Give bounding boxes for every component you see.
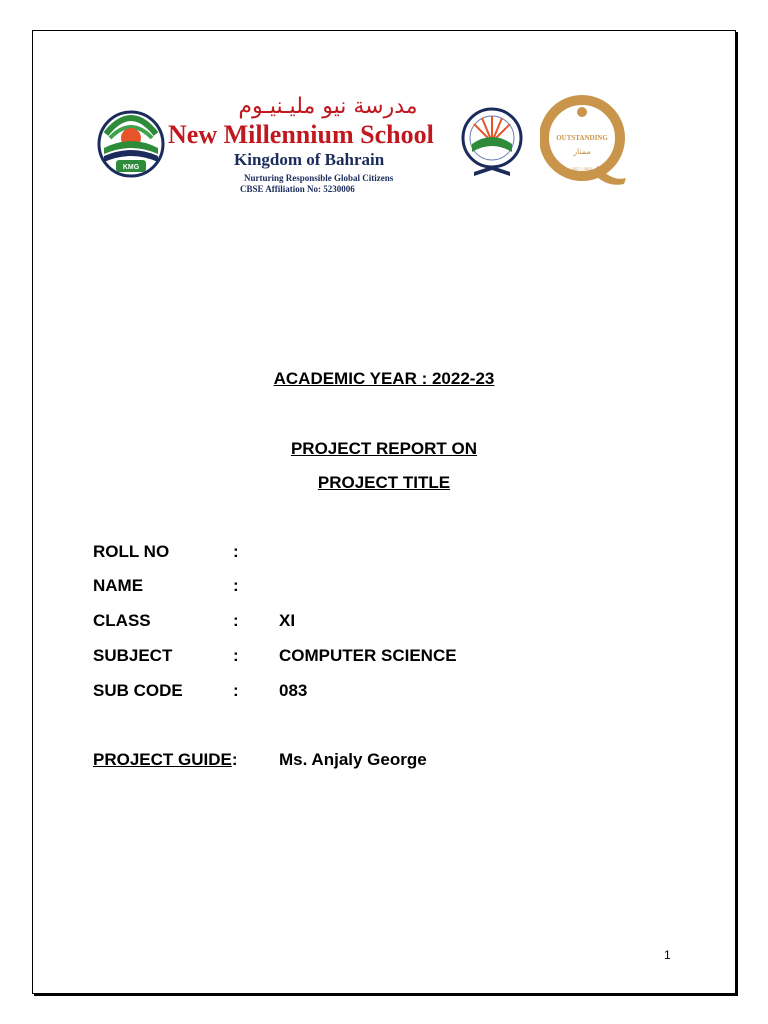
field-value: 083 <box>279 681 308 700</box>
q-logo-year: 2017 | 2021 <box>571 166 593 171</box>
guide-colon: : <box>231 750 238 769</box>
school-tagline: Nurturing Responsible Global Citizens <box>244 173 394 183</box>
report-heading: PROJECT REPORT ON <box>290 439 478 458</box>
q-logo-arabic: ممتاز <box>573 147 591 156</box>
academic-year: ACADEMIC YEAR : 2022-23 <box>273 369 495 388</box>
school-banner <box>168 92 468 196</box>
outstanding-q-logo-icon <box>540 94 628 188</box>
guide-label: PROJECT GUIDE <box>93 750 232 769</box>
school-arabic-name: مدرسة نيو مليـنيـوم <box>238 94 418 119</box>
field-label: ROLL NO <box>93 542 170 561</box>
field-colon: : <box>233 542 239 561</box>
field-colon: : <box>233 681 239 700</box>
q-logo-text: OUTSTANDING <box>556 134 608 142</box>
guide-value: Ms. Anjaly George <box>279 750 427 769</box>
guide-label-wrap <box>93 750 238 770</box>
field-value: COMPUTER SCIENCE <box>279 646 457 665</box>
field-colon: : <box>233 646 239 665</box>
school-name: New Millennium School <box>168 120 434 149</box>
kmg-logo-icon <box>96 104 166 190</box>
school-affiliation: CBSE Affiliation No: 5230006 <box>240 184 355 194</box>
page-number: 1 <box>664 948 671 962</box>
field-colon: : <box>233 611 239 630</box>
project-title: PROJECT TITLE <box>317 473 451 492</box>
field-label: SUBJECT <box>93 646 173 665</box>
field-colon: : <box>233 576 239 595</box>
field-label: CLASS <box>93 611 151 630</box>
kmg-logo-text: KMG <box>122 164 140 171</box>
field-value: XI <box>279 611 296 630</box>
school-crest-icon <box>460 100 524 182</box>
field-label: SUB CODE <box>93 681 183 700</box>
field-label: NAME <box>93 576 144 595</box>
school-country: Kingdom of Bahrain <box>234 150 385 169</box>
